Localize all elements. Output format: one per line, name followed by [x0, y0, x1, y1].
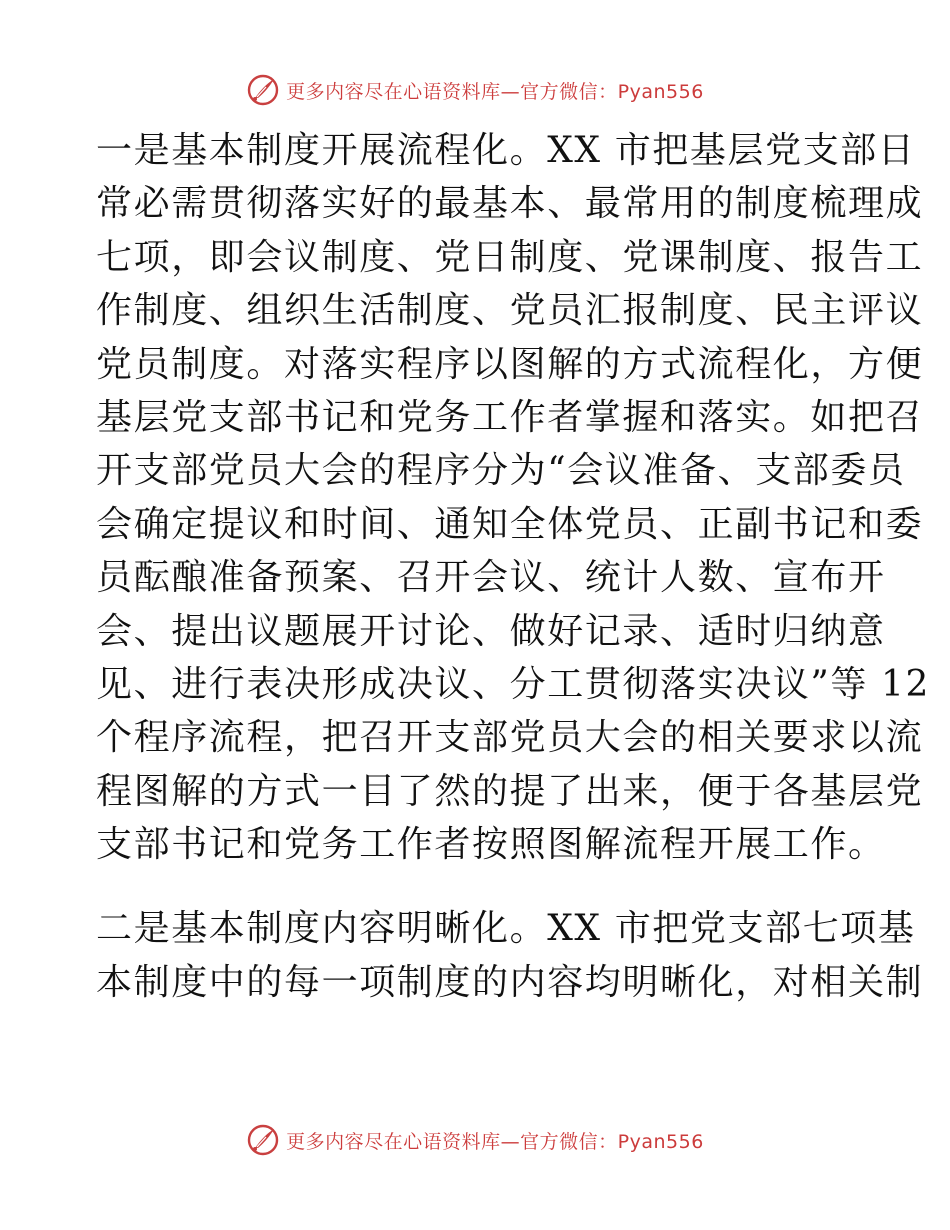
text-line: 个程序流程，把召开支部党员大会的相关要求以流 [96, 717, 924, 759]
text-line: 程图解的方式一目了然的提了出来，便于各基层党 [96, 770, 924, 812]
text-line: 一是基本制度开展流程化。XX 市把基层党支部日 [96, 130, 916, 171]
text-line: 基层党支部书记和党务工作者掌握和落实。如把召 [96, 396, 924, 438]
text-line: 常必需贯彻落实好的最基本、最常用的制度梳理成 [96, 183, 924, 225]
text-line: 员酝酿准备预案、召开会议、统计人数、宣布开 [96, 557, 886, 599]
text-line: 本制度中的每一项制度的内容均明晰化，对相关制 [96, 961, 924, 1003]
document-body [96, 124, 931, 1009]
header-banner-text: 更多内容尽在心语资料库—官方微信：Pyan556 [286, 80, 704, 103]
header-banner [0, 70, 950, 110]
footer-banner-text: 更多内容尽在心语资料库—官方微信：Pyan556 [286, 1130, 704, 1153]
text-line: 会、提出议题展开讨论、做好记录、适时归纳意 [96, 610, 886, 652]
text-line: 会确定提议和时间、通知全体党员、正副书记和委 [96, 503, 924, 545]
text-line: 开支部党员大会的程序分为“会议准备、支部委员 [96, 450, 906, 492]
quill-logo-icon [246, 1123, 280, 1157]
text-line: 作制度、组织生活制度、党员汇报制度、民主评议 [96, 290, 924, 332]
text-line: 党员制度。对落实程序以图解的方式流程化，方便 [96, 343, 924, 385]
paragraph [96, 902, 924, 1009]
text-line: 七项，即会议制度、党日制度、党课制度、报告工 [96, 236, 924, 278]
text-line: 支部书记和党务工作者按照图解流程开展工作。 [96, 824, 886, 866]
footer-banner [0, 1120, 950, 1160]
paragraph-spacer [96, 871, 856, 902]
quill-logo-icon [246, 73, 280, 107]
text-line: 二是基本制度内容明晰化。XX 市把党支部七项基 [96, 908, 916, 950]
paragraph [96, 124, 931, 871]
text-line: 见、进行表决形成决议、分工贯彻落实决议”等 12 [96, 663, 931, 705]
